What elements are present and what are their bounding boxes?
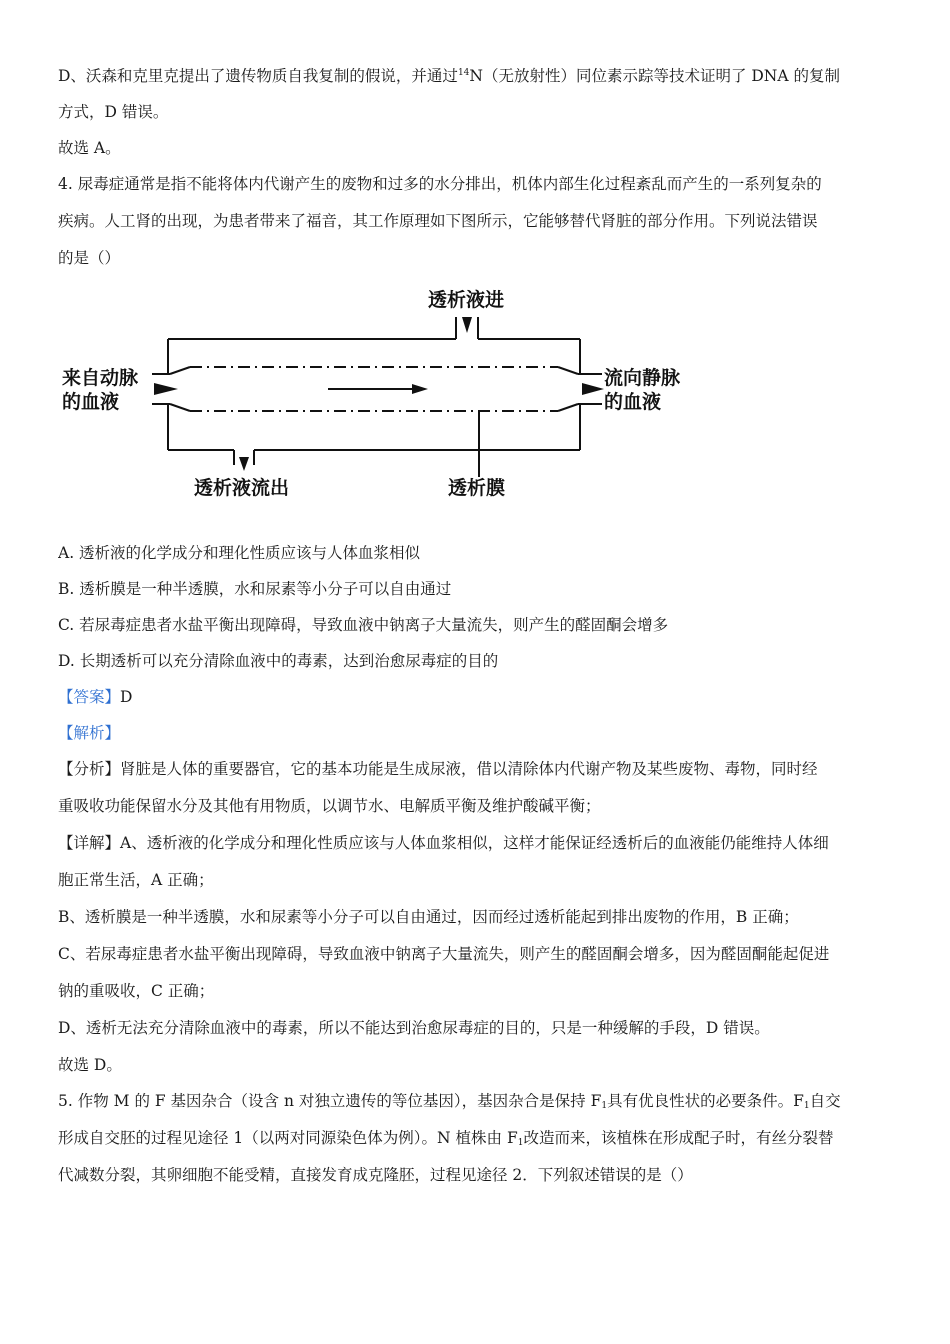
text-span: 5. 作物 M 的 F 基因杂合（设含 n 对独立遗传的等位基因），基因杂合是保持 F bbox=[58, 1092, 602, 1110]
analysis-label: 【解析】 bbox=[58, 724, 121, 742]
text-span: 自交 bbox=[809, 1092, 841, 1110]
text-span: 具有优良性状的必要条件。F bbox=[607, 1092, 804, 1110]
arterial-blood-label: 的血液 bbox=[62, 391, 120, 413]
text-span: D、沃森和克里克提出了遗传物质自我复制的假说，并通过 bbox=[58, 67, 458, 85]
question-4-stem: 疾病。人工肾的出现，为患者带来了福音，其工作原理如下图所示，它能够替代肾脏的部分作用。下列说法错误 bbox=[58, 212, 818, 230]
subscript: 1 bbox=[517, 1138, 524, 1148]
question-5-stem: 代减数分裂，其卵细胞不能受精，直接发育成克隆胚，过程见途径 2．下列叙述错误的是（） bbox=[58, 1166, 693, 1184]
dialysate-out-label: 透析液流出 bbox=[194, 477, 290, 499]
superscript: 14 bbox=[457, 68, 470, 78]
option-b: B. 透析膜是一种半透膜，水和尿素等小分子可以自由通过 bbox=[58, 580, 452, 598]
question-5-stem bbox=[58, 1083, 893, 1120]
analysis-text: 重吸收功能保留水分及其他有用物质，以调节水、电解质平衡及维护酸碱平衡； bbox=[58, 797, 601, 815]
artificial-kidney-diagram bbox=[58, 281, 893, 529]
text-line: 故选 A。 bbox=[58, 139, 121, 157]
answer-label: 【答案】 bbox=[58, 688, 121, 706]
answer-value: D bbox=[120, 688, 133, 706]
question-5-stem bbox=[58, 1120, 893, 1157]
option-d: D. 长期透析可以充分清除血液中的毒素，达到治愈尿毒症的目的 bbox=[58, 652, 499, 670]
text-line: 方式，D 错误。 bbox=[58, 103, 169, 121]
subscript: 1 bbox=[803, 1101, 810, 1111]
dialysate-in-label: 透析液进 bbox=[428, 289, 505, 311]
analysis-text: 【分析】肾脏是人体的重要器官，它的基本功能是生成尿液，借以清除体内代谢产物及某些废物、毒物，同时经 bbox=[58, 760, 818, 778]
subscript: 1 bbox=[601, 1101, 608, 1111]
question-4-stem: 的是（） bbox=[58, 249, 121, 267]
analysis-text: 【详解】A、透析液的化学成分和理化性质应该与人体血浆相似，这样才能保证经透析后的血液能仍能维持人体细 bbox=[58, 834, 829, 852]
text-span: 改造而来，该植株在形成配子时，有丝分裂替 bbox=[523, 1129, 834, 1147]
analysis-conclusion: 故选 D。 bbox=[58, 1056, 122, 1074]
analysis-text: D、透析无法充分清除血液中的毒素，所以不能达到治愈尿毒症的目的，只是一种缓解的手段，D 错误。 bbox=[58, 1019, 770, 1037]
analysis-text: C、若尿毒症患者水盐平衡出现障碍，导致血液中钠离子大量流失，则产生的醛固酮会增多，因为醛固酮能起促进 bbox=[58, 945, 830, 963]
text-span: 形成自交胚的过程见途径 1（以两对同源染色体为例）。N 植株由 F bbox=[58, 1129, 518, 1147]
option-a: A. 透析液的化学成分和理化性质应该与人体血浆相似 bbox=[58, 544, 421, 562]
arterial-blood-label: 来自动脉 bbox=[62, 367, 139, 389]
venous-blood-label: 流向静脉 bbox=[604, 367, 681, 389]
analysis-text: 钠的重吸收，C 正确； bbox=[58, 982, 215, 1000]
option-c: C. 若尿毒症患者水盐平衡出现障碍，导致血液中钠离子大量流失，则产生的醛固酮会增多 bbox=[58, 616, 669, 634]
answer-line bbox=[58, 679, 893, 715]
membrane-label: 透析膜 bbox=[448, 477, 506, 499]
venous-blood-label: 的血液 bbox=[604, 391, 662, 413]
question-4-stem: 4. 尿毒症通常是指不能将体内代谢产生的废物和过多的水分排出，机体内部生化过程紊乱而产生的一系列复杂的 bbox=[58, 175, 822, 193]
text-span: N（无放射性）同位素示踪等技术证明了 DNA 的复制 bbox=[469, 67, 840, 85]
text-line bbox=[58, 58, 893, 94]
analysis-text: 胞正常生活，A 正确； bbox=[58, 871, 214, 889]
analysis-text: B、透析膜是一种半透膜，水和尿素等小分子可以自由通过，因而经过透析能起到排出废物的作用，B 正确； bbox=[58, 908, 799, 926]
document-page bbox=[58, 58, 893, 1194]
